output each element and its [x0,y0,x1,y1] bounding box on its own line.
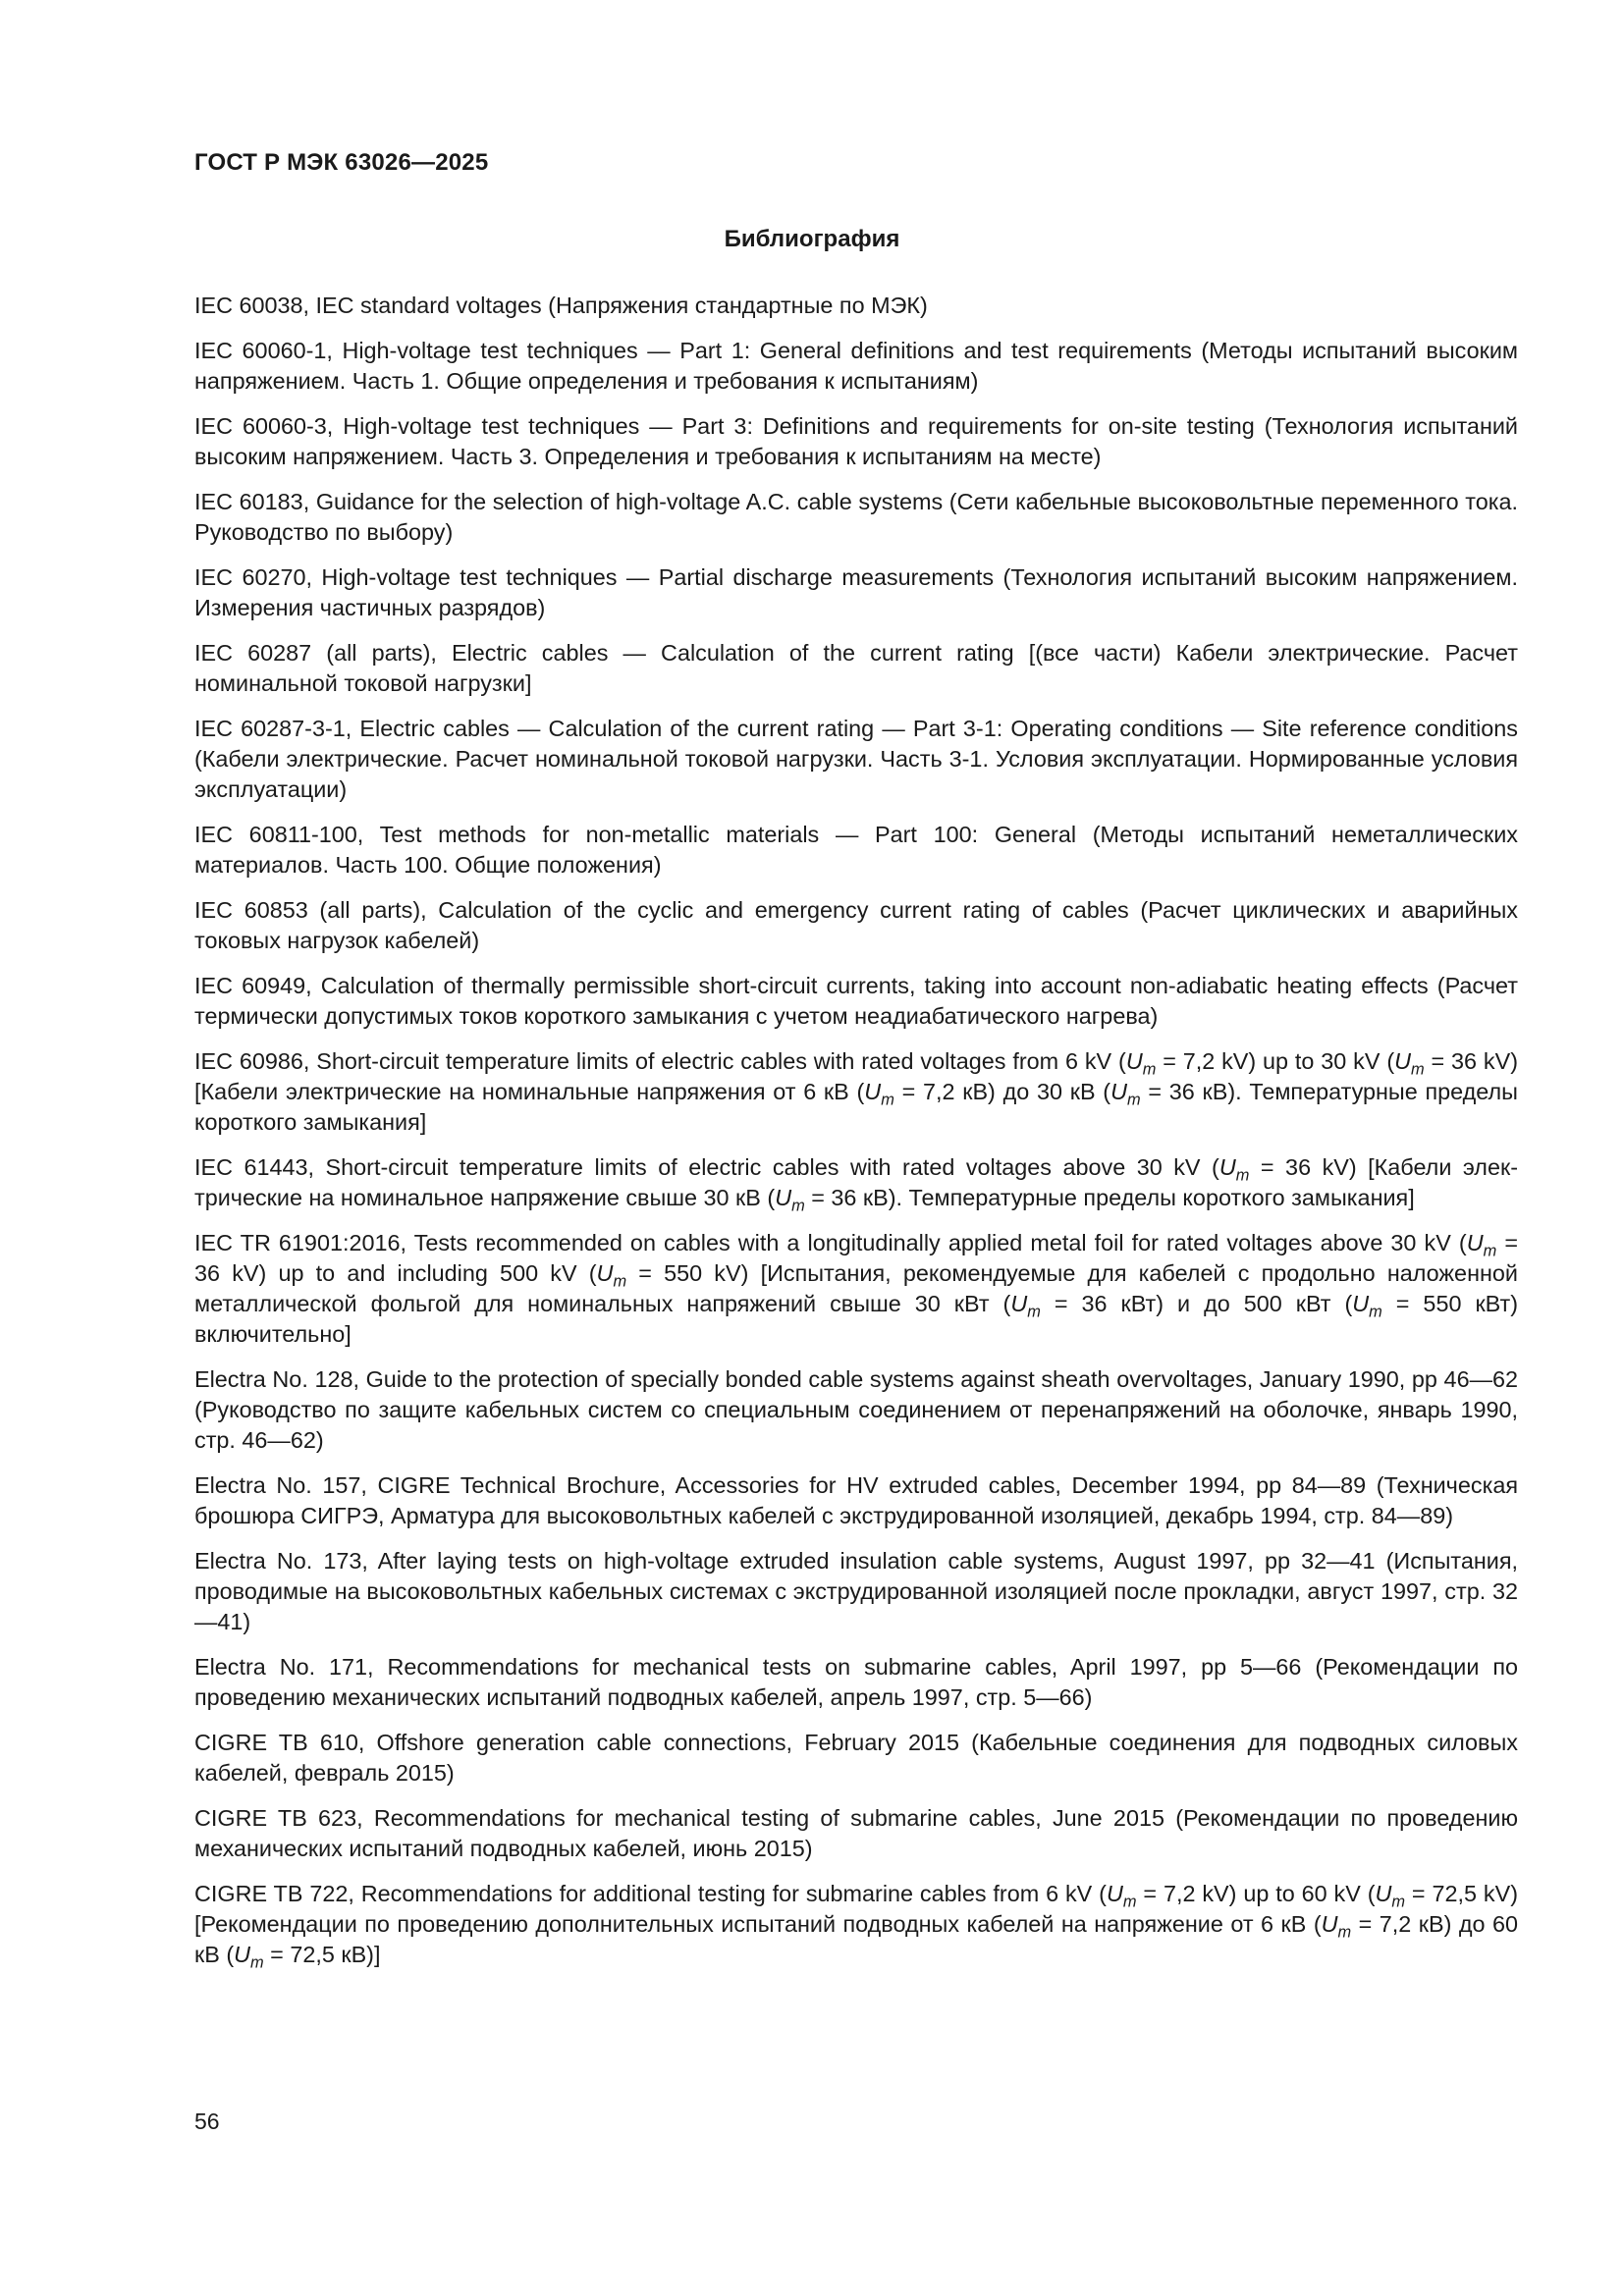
entry-text: IEC 60060-1, High-voltage test techniques — Part 1: General definitions and test requirements (Методы испытаний высоким напряжением. Часть 1. Общие определения и требования к испытаниям) [194,338,1518,394]
bibliography-entry [194,638,1518,699]
voltage-subscript: m [613,1272,627,1291]
entry-text: = 36 kV) up to and including 500 kV ( [194,1230,1518,1286]
voltage-subscript: m [1483,1242,1497,1260]
entry-text: = 550 kV) [Испытания, рекомендуемые для кабелей с продольно наложенной металлической фольгой для номинальных напряжений свыше 30 кВт ( [194,1260,1518,1316]
entry-text: IEC 60060-3, High-voltage test techniques — Part 3: Definitions and requirements for on-site testing (Технология испытаний высоким напряжением. Часть 3. Определения и требования к испытаниям на месте) [194,413,1518,469]
voltage-symbol: U [1375,1881,1392,1906]
bibliography-entry [194,714,1518,805]
entry-text: IEC 60853 (all parts), Calculation of the cyclic and emergency current rating of cables (Расчет циклических и аварийных токовых нагрузок кабелей) [194,897,1518,953]
bibliography-entry [194,1728,1518,1789]
entry-text: = 7,2 кВ) до 30 кВ ( [893,1079,1111,1104]
entry-text: CIGRE TB 623, Recommendations for mechanical testing of submarine cables, June 2015 (Рекомендации по проведению механических испытаний подводных кабелей, июнь 2015) [194,1805,1518,1861]
entry-text: IEC 60986, Short-circuit temperature limits of electric cables with rated voltages from 6 kV ( [194,1048,1126,1074]
entry-text: = 36 кВ). Температурные пределы короткого замыкания] [804,1185,1415,1210]
voltage-symbol: U [1394,1048,1412,1074]
entry-text: IEC 60811-100, Test methods for non-metallic materials — Part 100: General (Методы испытаний неметаллических материалов. Часть 100. Общие положения) [194,822,1518,878]
bibliography-entry [194,1652,1518,1713]
bibliography-entry [194,971,1518,1032]
voltage-symbol: U [1010,1291,1028,1316]
entry-text: = 72,5 кВ)] [263,1942,381,1967]
entry-text: = 36 kV) [Кабели электрические на номинальные напряжения от 6 кВ ( [194,1048,1518,1104]
voltage-symbol: U [1352,1291,1370,1316]
entry-text: IEC 60183, Guidance for the selection of high-voltage A.C. cable systems (Сети кабельные высоковольтные переменного тока. Руководство по выбору) [194,489,1518,545]
bibliography-entry [194,1152,1518,1213]
document-header: ГОСТ Р МЭК 63026—2025 [194,149,489,176]
voltage-symbol: U [596,1260,614,1286]
entry-text: IEC TR 61901:2016, Tests recommended on cables with a longitudinally applied metal foil for rated voltages above 30 kV ( [194,1230,1467,1255]
entry-text: IEC 60270, High-voltage test techniques — Partial discharge measurements (Технология испытаний высоким напряжением. Измерения частичных разрядов) [194,564,1518,620]
bibliography-entry [194,291,1518,321]
bibliography-entry [194,411,1518,472]
entry-text: IEC 60287 (all parts), Electric cables — Calculation of the current rating [(все части) Кабели электрические. Расчет номинальной токовой нагрузки] [194,640,1518,696]
entry-text: CIGRE TB 722, Recommendations for additional testing for submarine cables from 6 kV ( [194,1881,1107,1906]
entry-text: IEC 60287-3-1, Electric cables — Calculation of the current rating — Part 3-1: Operating conditions — Site reference conditions (Кабели электрические. Расчет номинальной токовой нагрузки. Часть 3-1. Условия эксплуатации. Нормированные условия эксплуатации) [194,716,1518,802]
voltage-symbol: U [864,1079,882,1104]
entry-text: = 7,2 кВ) до 60 кВ ( [194,1911,1519,1967]
page-number: 56 [194,2109,220,2134]
entry-text: IEC 60038, IEC standard voltages (Напряжения стандартные по МЭК) [194,293,928,318]
voltage-subscript: m [250,1953,264,1972]
bibliography-entry [194,1546,1518,1637]
bibliography-entry [194,1803,1518,1864]
voltage-subscript: m [1142,1060,1157,1079]
entry-text: CIGRE TB 610, Offshore generation cable connections, February 2015 (Кабельные соединения для подводных силовых кабелей, февраль 2015) [194,1730,1518,1786]
voltage-subscript: m [881,1091,894,1109]
voltage-subscript: m [1122,1893,1137,1911]
bibliography-entry [194,895,1518,956]
voltage-symbol: U [1218,1154,1236,1180]
bibliography-entry [194,562,1518,623]
bibliography-entry [194,1364,1518,1456]
entry-text: = 36 кВт) и до 500 кВт ( [1040,1291,1353,1316]
bibliography-entry [194,1046,1518,1138]
voltage-symbol: U [1106,1881,1123,1906]
entry-text: = 36 кВ). Температурные пределы короткого замыкания] [194,1079,1518,1135]
voltage-symbol: U [234,1942,251,1967]
entry-text: = 7,2 kV) up to 60 kV ( [1136,1881,1376,1906]
voltage-subscript: m [1126,1091,1141,1109]
voltage-symbol: U [1466,1230,1484,1255]
entry-text: IEC 61443, Short-circuit temperature limits of electric cables with rated voltages above 30 kV ( [194,1154,1219,1180]
bibliography-entry [194,1470,1518,1531]
voltage-symbol: U [775,1185,792,1210]
bibliography-entry [194,487,1518,548]
entry-text: Electra No. 157, CIGRE Technical Brochure, Accessories for HV extruded cables, December 1994, pp 84—89 (Техническая брошюра СИГРЭ, Арматура для высоковольтных кабелей с экструдированной изоляцией, декабрь 1994, стр. 84—89) [194,1472,1518,1528]
bibliography-entry [194,820,1518,881]
voltage-subscript: m [1391,1893,1406,1911]
voltage-subscript: m [1337,1923,1352,1942]
voltage-symbol: U [1110,1079,1127,1104]
voltage-subscript: m [1235,1166,1250,1185]
bibliography-entry [194,1879,1518,1970]
voltage-subscript: m [1369,1303,1382,1321]
entry-text: Electra No. 171, Recommendations for mechanical tests on submarine cables, April 1997, pp 5—66 (Рекомендации по проведению механических испытаний подводных кабелей, апрель 1997, стр. 5—66) [194,1654,1518,1710]
voltage-subscript: m [1411,1060,1425,1079]
voltage-symbol: U [1321,1911,1338,1937]
entry-text: = 7,2 kV) up to 30 kV ( [1156,1048,1395,1074]
voltage-subscript: m [1027,1303,1041,1321]
entry-text: = 72,5 kV) [Рекомендации по проведению дополнительных испытаний подводных кабелей на напряжение от 6 кВ ( [194,1881,1518,1937]
bibliography-entry [194,1228,1518,1350]
section-title: Библиография [724,226,900,252]
entry-text: IEC 60949, Calculation of thermally permissible short-circuit currents, taking into account non-adiabatic heating effects (Расчет термически допустимых токов короткого замыкания с учетом неадиабатического нагрева) [194,973,1518,1029]
entry-text: = 36 kV) [Кабели электрические на номинальное напряжение свыше 30 кВ ( [194,1154,1518,1210]
bibliography-list [194,291,1518,1985]
voltage-symbol: U [1125,1048,1143,1074]
bibliography-entry [194,336,1518,397]
entry-text: = 550 кВт) включительно] [194,1291,1518,1347]
entry-text: Electra No. 173, After laying tests on high-voltage extruded insulation cable systems, August 1997, pp 32—41 (Испытания, проводимые на высоковольтных кабельных системах с экструдированной изоляцией после прокладки, август 1997, стр. 32—41) [194,1548,1518,1634]
entry-text: Electra No. 128, Guide to the protection of specially bonded cable systems against sheath overvoltages, January 1990, pp 46—62 (Руководство по защите кабельных систем со специальным соединением от перенапряжений на оболочке, январь 1990, стр. 46—62) [194,1366,1518,1453]
voltage-subscript: m [791,1197,805,1215]
